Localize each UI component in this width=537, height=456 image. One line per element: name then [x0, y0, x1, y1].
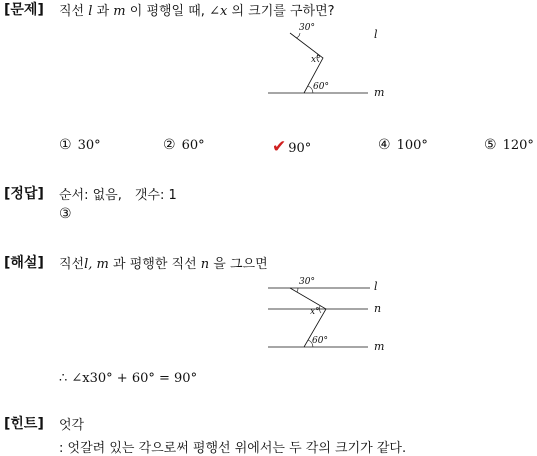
answer-tag: [정답] — [4, 186, 44, 202]
label-l: l — [374, 280, 378, 293]
label-m: m — [374, 340, 385, 353]
choice-5[interactable]: ⑤ 120° — [484, 137, 534, 153]
label-60: 60° — [313, 82, 329, 92]
problem-tag: [문제] — [4, 2, 44, 18]
label-x: x° — [310, 307, 320, 317]
problem-text: 직선 l 과 m 이 평행일 때, ∠x 의 크기를 구하면? — [59, 4, 335, 19]
solution-tag: [해설] — [4, 255, 44, 271]
solution-text: 직선l, m 과 평행한 직선 n 을 그으면 — [59, 257, 268, 272]
label-m: m — [374, 86, 385, 99]
label-x: x° — [311, 55, 321, 65]
answer-line: 순서: 없음, 갯수: 1 — [59, 188, 177, 203]
choice-3[interactable]: ✔ 90° — [272, 137, 312, 157]
therefore-line: ∴ ∠x30° + 60° = 90° — [59, 371, 198, 386]
label-l: l — [374, 28, 378, 41]
var-n: n — [200, 257, 210, 272]
angle-x: ∠x — [209, 4, 228, 19]
label-60: 60° — [312, 336, 328, 346]
label-30: 30° — [299, 23, 315, 33]
hint-body: : 엇갈려 있는 각으로써 평행선 위에서는 두 각의 크기가 같다. — [59, 441, 407, 456]
hint-title: 엇각 — [59, 418, 85, 433]
choice-2[interactable]: ② 60° — [163, 137, 205, 153]
choice-4[interactable]: ④ 100° — [378, 137, 428, 153]
label-30: 30° — [299, 277, 315, 287]
choice-1[interactable]: ① 30° — [59, 137, 101, 153]
angle-arc-30 — [297, 288, 298, 292]
hint-tag: [힌트] — [4, 416, 44, 432]
check-mark-icon: ✔ — [272, 137, 287, 157]
vars-lm: l, m — [84, 257, 109, 272]
var-l: l — [88, 4, 93, 19]
var-m: m — [113, 4, 126, 19]
answer-value: ③ — [59, 206, 72, 222]
angle-arc-x — [319, 306, 321, 313]
label-n: n — [374, 302, 382, 315]
